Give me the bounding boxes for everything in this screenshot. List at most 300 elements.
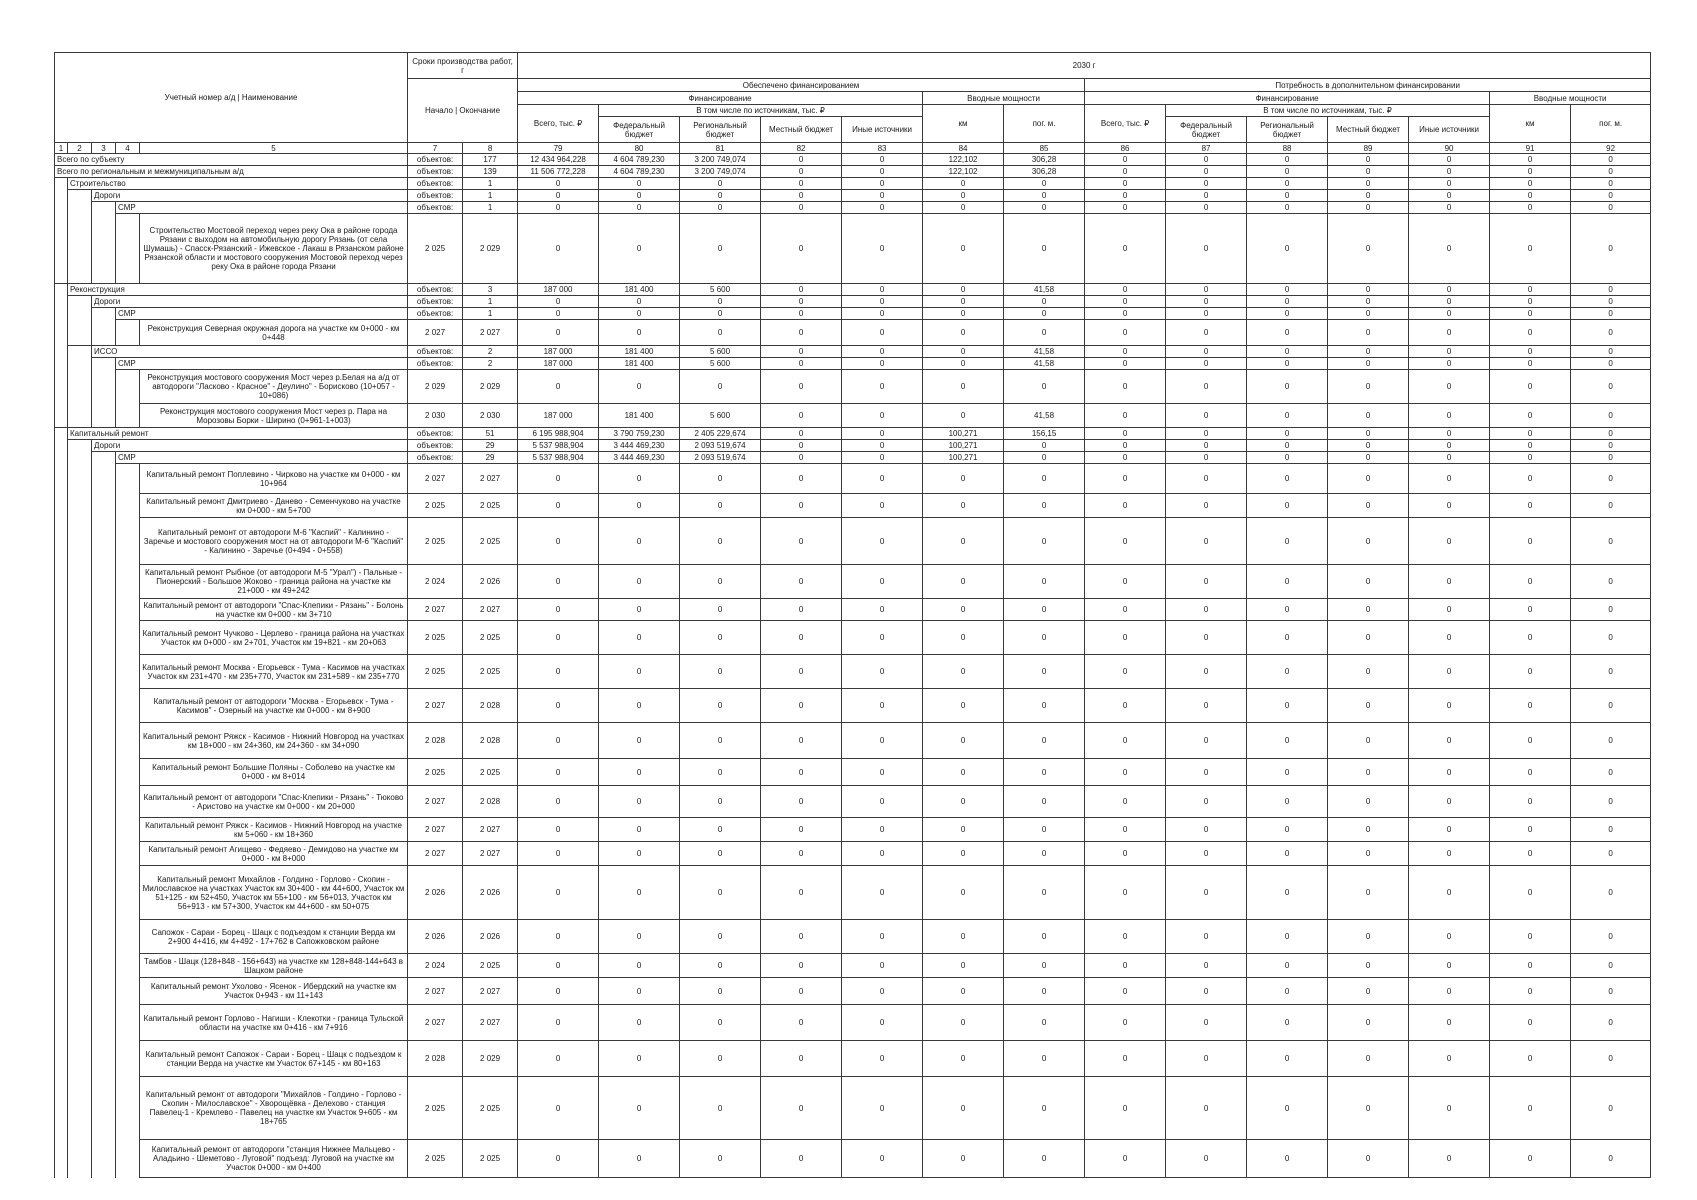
value-cell: 0 — [761, 786, 842, 818]
value-cell: 0 — [1004, 1041, 1085, 1077]
value-cell: 0 — [1247, 1077, 1328, 1140]
value-cell: 0 — [1166, 214, 1247, 284]
value-cell: 0 — [1328, 954, 1409, 978]
value-cell: 0 — [1571, 346, 1651, 358]
start-year: 2 027 — [408, 320, 463, 346]
value-cell: 0 — [1004, 464, 1085, 494]
indent-cell — [55, 759, 68, 786]
objects-count: 1 — [463, 202, 518, 214]
indent-cell — [68, 358, 92, 370]
value-cell: 0 — [761, 214, 842, 284]
value-cell: 0 — [1085, 723, 1166, 759]
value-cell: 0 — [1571, 723, 1651, 759]
object-row — [55, 1140, 1651, 1178]
value-cell: 0 — [761, 655, 842, 689]
value-cell: 0 — [680, 1140, 761, 1178]
objects-label: объектов: — [408, 178, 463, 190]
object-row — [55, 565, 1651, 599]
column-number: 89 — [1328, 143, 1409, 154]
value-cell: 306,28 — [1004, 166, 1085, 178]
value-cell: 0 — [518, 1140, 599, 1178]
value-cell: 0 — [923, 599, 1004, 621]
value-cell: 0 — [680, 190, 761, 202]
indent-cell — [68, 518, 92, 565]
value-cell: 0 — [1328, 404, 1409, 428]
value-cell: 0 — [1004, 818, 1085, 842]
value-cell: 0 — [1571, 358, 1651, 370]
row-label: Капитальный ремонт от автодороги "Михайлов - Голдино - Горлово - Скопин - Милославское" - Хворощёвка - Делехово - станция Павелец-1 - Кремлево - Павелец на участке км Участок 9+605 - км 18+765 — [140, 1077, 408, 1140]
value-cell: 0 — [1166, 723, 1247, 759]
objects-label: объектов: — [408, 190, 463, 202]
value-cell: 0 — [1328, 428, 1409, 440]
value-cell: 0 — [1571, 296, 1651, 308]
value-cell: 0 — [1004, 518, 1085, 565]
value-cell: 0 — [518, 818, 599, 842]
value-cell: 0 — [1571, 404, 1651, 428]
value-cell: 0 — [680, 1077, 761, 1140]
header-other-secured: Иные источники — [842, 117, 923, 143]
value-cell: 0 — [1328, 518, 1409, 565]
value-cell: 0 — [923, 723, 1004, 759]
value-cell: 0 — [680, 370, 761, 404]
indent-cell — [116, 723, 140, 759]
indent-cell — [116, 786, 140, 818]
value-cell: 0 — [1490, 296, 1571, 308]
indent-cell — [55, 655, 68, 689]
column-number: 87 — [1166, 143, 1247, 154]
start-year: 2 025 — [408, 214, 463, 284]
value-cell: 0 — [680, 202, 761, 214]
end-year: 2 027 — [463, 1005, 518, 1041]
value-cell: 0 — [842, 866, 923, 920]
group-row — [55, 308, 1651, 320]
indent-cell — [92, 786, 116, 818]
header-total-need: Всего, тыс. ₽ — [1085, 105, 1166, 143]
value-cell: 181 400 — [599, 284, 680, 296]
objects-label: объектов: — [408, 452, 463, 464]
value-cell: 0 — [1571, 954, 1651, 978]
value-cell: 0 — [1409, 154, 1490, 166]
value-cell: 0 — [842, 621, 923, 655]
indent-cell — [92, 452, 116, 464]
indent-cell — [55, 866, 68, 920]
value-cell: 0 — [1166, 178, 1247, 190]
value-cell: 0 — [1409, 358, 1490, 370]
value-cell: 0 — [1571, 428, 1651, 440]
value-cell: 0 — [842, 842, 923, 866]
value-cell: 0 — [1085, 202, 1166, 214]
object-row — [55, 920, 1651, 954]
indent-cell — [116, 842, 140, 866]
value-cell: 0 — [1004, 308, 1085, 320]
value-cell: 0 — [923, 954, 1004, 978]
start-year: 2 025 — [408, 518, 463, 565]
value-cell: 0 — [842, 1005, 923, 1041]
value-cell: 0 — [1247, 689, 1328, 723]
value-cell: 0 — [1328, 723, 1409, 759]
value-cell: 0 — [518, 370, 599, 404]
value-cell: 0 — [1166, 1041, 1247, 1077]
indent-cell — [116, 621, 140, 655]
value-cell: 0 — [1085, 452, 1166, 464]
value-cell: 0 — [1247, 214, 1328, 284]
value-cell: 0 — [1085, 759, 1166, 786]
value-cell: 0 — [1004, 978, 1085, 1005]
value-cell: 0 — [1328, 452, 1409, 464]
value-cell: 0 — [1004, 1140, 1085, 1178]
value-cell: 0 — [842, 723, 923, 759]
value-cell: 0 — [1328, 655, 1409, 689]
value-cell: 0 — [1085, 920, 1166, 954]
value-cell: 0 — [1409, 786, 1490, 818]
indent-cell — [68, 759, 92, 786]
value-cell: 0 — [1085, 370, 1166, 404]
value-cell: 0 — [1085, 320, 1166, 346]
indent-cell — [92, 842, 116, 866]
indent-cell — [55, 178, 68, 190]
group-row — [55, 452, 1651, 464]
indent-cell — [68, 494, 92, 518]
value-cell: 0 — [518, 786, 599, 818]
column-number: 8 — [463, 143, 518, 154]
value-cell: 0 — [842, 1077, 923, 1140]
value-cell: 0 — [1571, 1005, 1651, 1041]
value-cell: 0 — [1166, 190, 1247, 202]
column-number: 90 — [1409, 143, 1490, 154]
value-cell: 0 — [923, 565, 1004, 599]
value-cell: 0 — [599, 518, 680, 565]
value-cell: 0 — [1571, 1077, 1651, 1140]
indent-cell — [55, 320, 68, 346]
value-cell: 0 — [1490, 428, 1571, 440]
value-cell: 0 — [1571, 1140, 1651, 1178]
object-row — [55, 214, 1651, 284]
value-cell: 0 — [1247, 842, 1328, 866]
value-cell: 0 — [842, 404, 923, 428]
value-cell: 0 — [518, 178, 599, 190]
value-cell: 0 — [599, 689, 680, 723]
value-cell: 100,271 — [923, 440, 1004, 452]
value-cell: 0 — [1166, 920, 1247, 954]
value-cell: 0 — [1409, 284, 1490, 296]
value-cell: 0 — [1571, 214, 1651, 284]
value-cell: 0 — [680, 599, 761, 621]
value-cell: 0 — [1085, 599, 1166, 621]
indent-cell — [68, 723, 92, 759]
value-cell: 0 — [923, 404, 1004, 428]
value-cell: 0 — [1085, 190, 1166, 202]
indent-cell — [92, 978, 116, 1005]
value-cell: 181 400 — [599, 404, 680, 428]
value-cell: 0 — [1004, 296, 1085, 308]
column-number: 84 — [923, 143, 1004, 154]
value-cell: 0 — [1166, 759, 1247, 786]
value-cell: 100,271 — [923, 452, 1004, 464]
end-year: 2 026 — [463, 565, 518, 599]
end-year: 2 025 — [463, 621, 518, 655]
value-cell: 0 — [1571, 565, 1651, 599]
value-cell: 0 — [1085, 1140, 1166, 1178]
object-row — [55, 1041, 1651, 1077]
value-cell: 0 — [1409, 494, 1490, 518]
indent-cell — [116, 866, 140, 920]
row-label: Строительство Мостовой переход через реку Ока в районе города Рязани с выходом на автомобильную дорогу Рязань (от села Шумашь) - Спасск-Рязанский - Ижевское - Лакаш в Рязанском районе Рязанской области и мостового сооружения Мостовой переход через реку Ока в районе города Рязани — [140, 214, 408, 284]
value-cell: 0 — [1490, 818, 1571, 842]
value-cell: 0 — [599, 621, 680, 655]
value-cell: 0 — [1004, 599, 1085, 621]
value-cell: 0 — [761, 428, 842, 440]
value-cell: 0 — [599, 759, 680, 786]
value-cell: 0 — [1247, 370, 1328, 404]
value-cell: 0 — [518, 296, 599, 308]
value-cell: 0 — [1328, 920, 1409, 954]
value-cell: 0 — [599, 1005, 680, 1041]
start-year: 2 026 — [408, 920, 463, 954]
value-cell: 0 — [1328, 1140, 1409, 1178]
value-cell: 0 — [1166, 866, 1247, 920]
value-cell: 0 — [518, 920, 599, 954]
indent-cell — [92, 920, 116, 954]
value-cell: 0 — [842, 320, 923, 346]
value-cell: 0 — [599, 320, 680, 346]
value-cell: 0 — [1085, 1077, 1166, 1140]
value-cell: 0 — [761, 284, 842, 296]
value-cell: 0 — [1409, 1041, 1490, 1077]
end-year: 2 025 — [463, 655, 518, 689]
indent-cell — [92, 723, 116, 759]
indent-cell — [68, 689, 92, 723]
value-cell: 0 — [1004, 920, 1085, 954]
header-capacity-secured: Вводные мощности — [923, 92, 1085, 105]
indent-cell — [68, 599, 92, 621]
value-cell: 0 — [1004, 954, 1085, 978]
indent-cell — [68, 1041, 92, 1077]
value-cell: 0 — [1166, 440, 1247, 452]
value-cell: 0 — [1004, 565, 1085, 599]
value-cell: 0 — [761, 1041, 842, 1077]
indent-cell — [68, 1140, 92, 1178]
value-cell: 0 — [599, 1041, 680, 1077]
value-cell: 0 — [1004, 866, 1085, 920]
value-cell: 0 — [599, 464, 680, 494]
value-cell: 0 — [1409, 978, 1490, 1005]
row-label: СМР — [116, 358, 408, 370]
value-cell: 0 — [1490, 954, 1571, 978]
value-cell: 0 — [1247, 346, 1328, 358]
end-year: 2 025 — [463, 759, 518, 786]
value-cell: 0 — [1409, 759, 1490, 786]
start-year: 2 025 — [408, 759, 463, 786]
column-number: 5 — [140, 143, 408, 154]
end-year: 2 029 — [463, 370, 518, 404]
start-year: 2 027 — [408, 842, 463, 866]
indent-cell — [68, 214, 92, 284]
value-cell: 0 — [680, 464, 761, 494]
value-cell: 0 — [923, 866, 1004, 920]
value-cell: 0 — [1085, 308, 1166, 320]
start-year: 2 027 — [408, 786, 463, 818]
object-row — [55, 655, 1651, 689]
indent-cell — [92, 866, 116, 920]
value-cell: 0 — [1085, 166, 1166, 178]
indent-cell — [116, 370, 140, 404]
end-year: 2 025 — [463, 1140, 518, 1178]
value-cell: 0 — [518, 978, 599, 1005]
header-terms: Сроки производства работ, г — [408, 53, 518, 79]
value-cell: 187 000 — [518, 358, 599, 370]
header-secured: Обеспечено финансированием — [518, 79, 1085, 92]
object-row — [55, 404, 1651, 428]
indent-cell — [55, 1077, 68, 1140]
header-need: Потребность в дополнительном финансировании — [1085, 79, 1651, 92]
start-year: 2 025 — [408, 621, 463, 655]
value-cell: 0 — [1004, 689, 1085, 723]
objects-count: 29 — [463, 440, 518, 452]
value-cell: 0 — [923, 1005, 1004, 1041]
value-cell: 3 790 759,230 — [599, 428, 680, 440]
row-label: Реконструкция Северная окружная дорога на участке км 0+000 - км 0+448 — [140, 320, 408, 346]
value-cell: 0 — [1409, 621, 1490, 655]
value-cell: 0 — [761, 723, 842, 759]
value-cell: 0 — [1490, 621, 1571, 655]
header-capacity-need: Вводные мощности — [1490, 92, 1651, 105]
indent-cell — [92, 655, 116, 689]
group-row — [55, 202, 1651, 214]
header-federal-secured: Федеральный бюджет — [599, 117, 680, 143]
end-year: 2 028 — [463, 689, 518, 723]
value-cell: 0 — [1085, 358, 1166, 370]
value-cell: 0 — [1490, 154, 1571, 166]
value-cell: 0 — [599, 296, 680, 308]
start-year: 2 025 — [408, 1077, 463, 1140]
group-row — [55, 178, 1651, 190]
value-cell: 0 — [518, 518, 599, 565]
value-cell: 0 — [1571, 978, 1651, 1005]
column-number: 85 — [1004, 143, 1085, 154]
value-cell: 0 — [761, 464, 842, 494]
value-cell: 0 — [1409, 1005, 1490, 1041]
value-cell: 0 — [923, 284, 1004, 296]
end-year: 2 028 — [463, 786, 518, 818]
value-cell: 0 — [842, 655, 923, 689]
value-cell: 0 — [842, 1041, 923, 1077]
value-cell: 0 — [1571, 202, 1651, 214]
value-cell: 0 — [923, 920, 1004, 954]
value-cell: 0 — [599, 866, 680, 920]
value-cell: 0 — [1571, 599, 1651, 621]
indent-cell — [55, 920, 68, 954]
row-label: Капитальный ремонт Дмитриево - Данево - Семенчуково на участке км 0+000 - км 5+700 — [140, 494, 408, 518]
value-cell: 4 604 789,230 — [599, 154, 680, 166]
value-cell: 0 — [518, 866, 599, 920]
value-cell: 0 — [1247, 655, 1328, 689]
objects-label: объектов: — [408, 346, 463, 358]
end-year: 2 026 — [463, 866, 518, 920]
value-cell: 0 — [1247, 320, 1328, 346]
row-label: Тамбов - Шацк (128+848 - 156+643) на участке км 128+848-144+643 в Шацком районе — [140, 954, 408, 978]
value-cell: 187 000 — [518, 284, 599, 296]
header-pm-need: пог. м. — [1571, 105, 1651, 143]
indent-cell — [55, 1041, 68, 1077]
objects-count: 1 — [463, 190, 518, 202]
value-cell: 0 — [1166, 296, 1247, 308]
value-cell: 0 — [842, 452, 923, 464]
value-cell: 0 — [1085, 565, 1166, 599]
indent-cell — [68, 452, 92, 464]
start-year: 2 029 — [408, 370, 463, 404]
objects-label: объектов: — [408, 166, 463, 178]
value-cell: 0 — [518, 565, 599, 599]
value-cell: 0 — [1490, 178, 1571, 190]
row-label: Капитальный ремонт Агищево - Федяево - Демидово на участке км 0+000 - км 8+000 — [140, 842, 408, 866]
indent-cell — [116, 494, 140, 518]
value-cell: 0 — [1409, 452, 1490, 464]
value-cell: 0 — [1328, 689, 1409, 723]
indent-cell — [92, 320, 116, 346]
indent-cell — [68, 920, 92, 954]
value-cell: 0 — [761, 621, 842, 655]
value-cell: 306,28 — [1004, 154, 1085, 166]
value-cell: 2 405 229,674 — [680, 428, 761, 440]
value-cell: 0 — [1247, 358, 1328, 370]
value-cell: 0 — [1004, 370, 1085, 404]
value-cell: 0 — [1166, 346, 1247, 358]
value-cell: 0 — [1490, 308, 1571, 320]
indent-cell — [92, 689, 116, 723]
value-cell: 0 — [1166, 1005, 1247, 1041]
header-federal-need: Федеральный бюджет — [1166, 117, 1247, 143]
indent-cell — [68, 308, 92, 320]
value-cell: 0 — [1409, 404, 1490, 428]
value-cell: 0 — [761, 296, 842, 308]
value-cell: 0 — [518, 494, 599, 518]
indent-cell — [55, 723, 68, 759]
object-row — [55, 818, 1651, 842]
value-cell: 0 — [1571, 464, 1651, 494]
column-number: 83 — [842, 143, 923, 154]
row-label: Капитальный ремонт Чучково - Церлево - граница района на участках Участок км 0+000 - км 2+701, Участок км 19+821 - км 20+063 — [140, 621, 408, 655]
value-cell: 0 — [1571, 494, 1651, 518]
header-financing-secured: Финансирование — [518, 92, 923, 105]
value-cell: 0 — [923, 178, 1004, 190]
value-cell: 0 — [599, 842, 680, 866]
value-cell: 0 — [599, 565, 680, 599]
value-cell: 0 — [518, 1077, 599, 1140]
indent-cell — [92, 518, 116, 565]
value-cell: 0 — [761, 166, 842, 178]
value-cell: 0 — [842, 759, 923, 786]
value-cell: 0 — [1247, 1140, 1328, 1178]
column-number: 80 — [599, 143, 680, 154]
value-cell: 0 — [923, 786, 1004, 818]
value-cell: 0 — [1490, 452, 1571, 464]
indent-cell — [116, 978, 140, 1005]
value-cell: 0 — [842, 518, 923, 565]
value-cell: 0 — [1571, 818, 1651, 842]
value-cell: 0 — [761, 346, 842, 358]
indent-cell — [55, 599, 68, 621]
objects-label: объектов: — [408, 440, 463, 452]
value-cell: 0 — [842, 370, 923, 404]
start-year: 2 028 — [408, 1041, 463, 1077]
indent-cell — [55, 518, 68, 565]
indent-cell — [116, 759, 140, 786]
objects-count: 1 — [463, 178, 518, 190]
object-row — [55, 621, 1651, 655]
value-cell: 0 — [1490, 346, 1571, 358]
value-cell: 0 — [923, 1140, 1004, 1178]
header-regional-secured: Региональный бюджет — [680, 117, 761, 143]
